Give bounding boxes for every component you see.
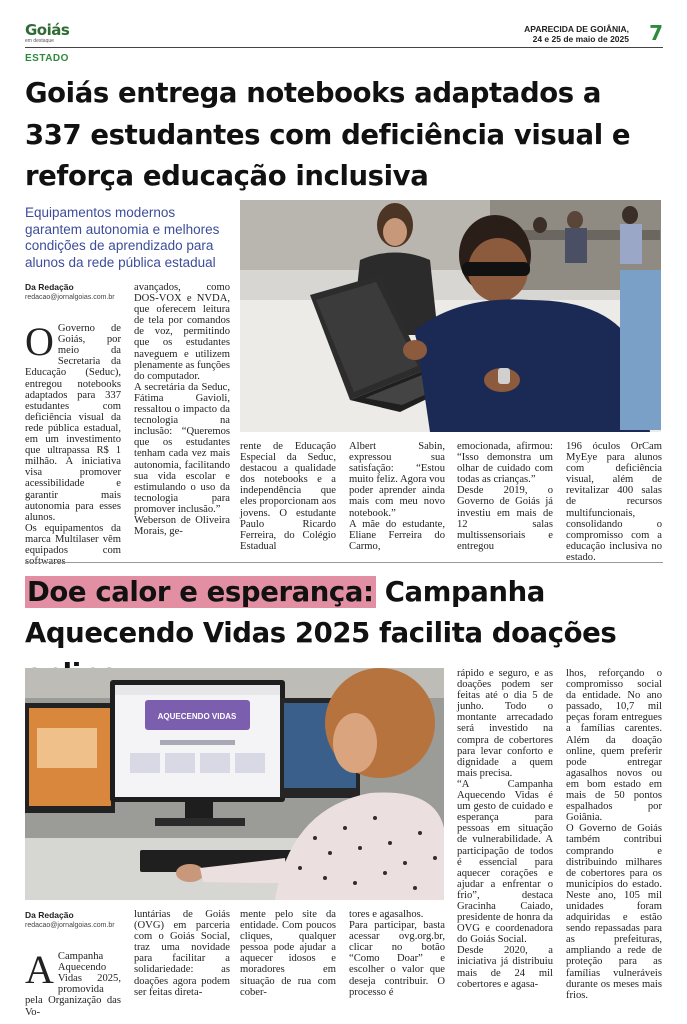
- article2-headline-rest: Campanha Aquecendo Vidas 2025 facilita doações: [25, 576, 617, 649]
- article-divider: [25, 562, 663, 563]
- article2-dropcap: A: [25, 947, 54, 993]
- article2-column-1: [25, 940, 121, 1018]
- article2-column-2: luntárias de Goiás (OVG) em parceria com o Goiás Social, traz uma novidade para facilitar a solidariedade: as doações agora podem ser feitas direta-: [134, 909, 230, 998]
- article2-headline-tag: Doe calor e esperança:: [27, 576, 374, 608]
- screen-site-title: AQUECENDO VIDAS: [157, 712, 237, 721]
- donation-computer-illustration: [25, 668, 444, 900]
- article2-column-3: mente pelo site da entidade. Com poucos cliques, qualquer pessoa pode ajudar a aquecer idosos e moradores em situação de rua com cober-: [240, 909, 336, 998]
- article2-column-6: lhos, reforçando o compromisso social da entidade. No ano passado, 10,7 mil peças foram entregues a famílias carentes. Além da doação online, quem preferir pode entregar agasalhos novos ou em bom estado em mais de 50 pontos espalhados por Goiânia. O Governo de Goiás também contribui comprando e distribuindo milhares de cobertores para os municípios do estado. Neste ano, 105 mil unidades foram adquiridas e estão sendo repassadas para as prefeituras, ampliando a rede de proteção para as famílias vulneráveis durante os meses mais frios.: [566, 668, 662, 1001]
- edition-city: APARECIDA DE GOIÂNIA,: [524, 24, 629, 34]
- article2-col1-text: Campanha Aquecendo Vidas 2025, promovida pela Organização das Vo-: [25, 951, 121, 1018]
- article1-col1-text: Governo de Goiás, por meio da Secretaria da Educação (Seduc), entregou notebooks adaptados para 337 estudantes com deficiência visual da rede pública estadual, em um investimento que ultrapassa R$ 1 milhão. A iniciativa visa promover acessibilidade e garantir mais autonomia para esses alunos. Os equipamentos da marca Multilaser vêm equipados com softwares: [25, 323, 121, 568]
- article1-column-1: [25, 312, 121, 568]
- article1-byline: Da Redação: [25, 282, 74, 292]
- logo-wordmark: [25, 23, 85, 38]
- article2-column-5: rápido e seguro, e as doações podem ser feitas até o dia 5 de junho. Todo o montante arrecadado será investido na compra de cobertores para levar conforto e dignidade a quem mais precisa. “A Campanha Aquecendo Vidas é um gesto de cuidado e esperança para pessoas em situação de vulnerabilidade. A participação de todos é essencial para aquecer corações e ajudar a enfrentar o frio”, destaca Gracinha Caiado, presidente de honra da OVG e coordenadora do Goiás Social. Desde 2020, a iniciativa já distribuiu mais de 24 mil cobertores e agasa-: [457, 668, 553, 990]
- article1-headline: Goiás entrega notebooks adaptados a 337 estudantes com deficiência visual e reforça educação inclusiva: [25, 77, 631, 192]
- article1-lead: Equipamentos modernos garantem autonomia e melhores condições de aprendizado para alunos da rede pública estadual: [25, 205, 220, 270]
- section-label: ESTADO: [25, 53, 69, 64]
- students-laptop-illustration: [240, 200, 661, 432]
- edition-info: [524, 24, 629, 44]
- article2-byline: Da Redação: [25, 910, 74, 920]
- header-divider: [25, 47, 663, 48]
- logo-text: Goiás: [25, 21, 70, 39]
- article1-column-5: emocionada, afirmou: “Isso demonstra um olhar de cuidado com todas as crianças.” Desde 2019, o Governo de Goiás já investiu em mais de 12 salas multissensoriais e entregou: [457, 441, 553, 552]
- article1-column-6: 196 óculos OrCam MyEye para alunos com deficiência visual, além de revitalizar 400 salas de recursos multifuncionais, consolidando o compromisso com a educação inclusiva no estado.: [566, 441, 662, 563]
- article2-email: redacao@jornalgoias.com.br: [25, 922, 115, 929]
- page-number: 7: [649, 21, 663, 45]
- article1-email: redacao@jornalgoias.com.br: [25, 294, 115, 301]
- newspaper-logo: [25, 23, 85, 45]
- logo-subtitle: em destaque: [25, 38, 54, 44]
- article1-column-3: rente de Educação Especial da Seduc, destacou a qualidade dos notebooks e a independência que eles proporcionam aos jovens. O estudante Paulo Ricardo Ferreira, do Colégio Estadual: [240, 441, 336, 552]
- article2-photo: [25, 668, 444, 900]
- article1-dropcap: O: [25, 319, 54, 365]
- edition-date: 24 e 25 de maio de 2025: [532, 34, 629, 44]
- article1-column-2: avançados, como DOS-VOX e NVDA, que oferecem leitura de tela por comandos de voz, permitindo que os estudantes naveguem e utilizem plenamente as funções do computador. A secretária da Seduc, Fátima Gavioli, ressaltou o impacto da tecnologia na inclusão: “Queremos que os estudantes tenham cada vez mais autonomia, facilitando sua vida escolar e estimulando o uso da tecnologia para promover inclusão.” Weberson de Oliveira Morais, ge-: [134, 282, 230, 538]
- article1-photo: [240, 200, 661, 432]
- article2-column-4: tores e agasalhos. Para participar, basta acessar ovg.org.br, clicar no botão “Como Doar” e escolher o valor que deseja contribuir. O processo é: [349, 909, 445, 998]
- article1-column-4: Albert Sabin, expressou sua satisfação: “Estou muito feliz. Agora vou poder aprender ainda mais com meu novo notebook.” A mãe do estudante, Eliane Ferreira do Carmo,: [349, 441, 445, 552]
